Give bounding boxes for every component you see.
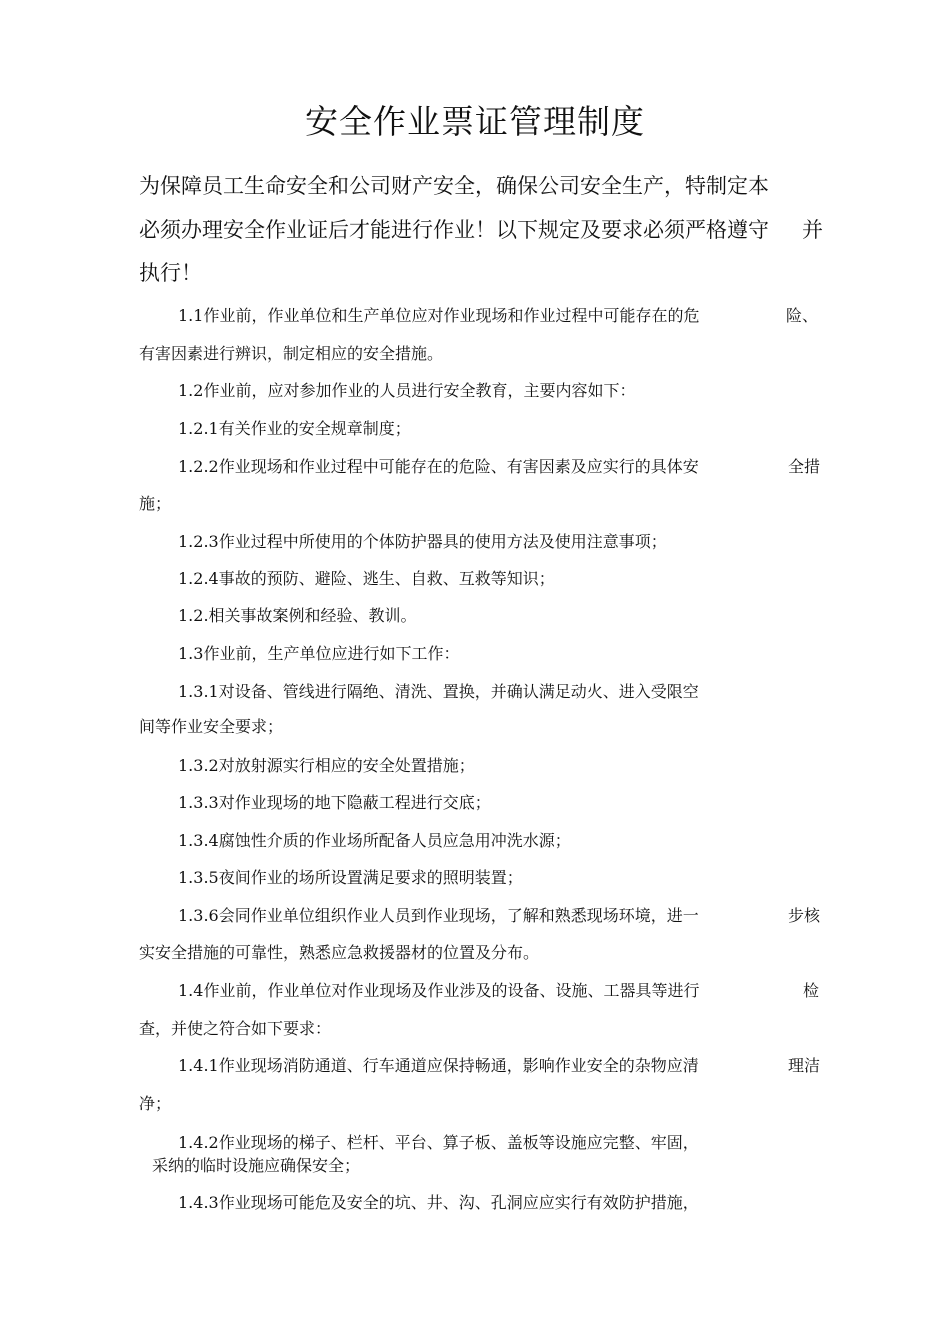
clause-1-4-3: 1.4.3作业现场可能危及安全的坑、井、沟、孔洞应应实行有效防护措施， xyxy=(178,1193,699,1212)
clause-1-4: 1.4作业前，作业单位对作业现场及作业涉及的设备、设施、工器具等进行 xyxy=(178,981,700,1000)
clause-1-4-end: 检 xyxy=(803,981,820,1000)
clause-1-3-2: 1.3.2对放射源实行相应的安全处置措施； xyxy=(178,756,475,775)
intro-line-1: 为保障员工生命安全和公司财产安全，确保公司安全生产，特制定本 xyxy=(139,174,769,198)
clause-1-2-2-cont: 施； xyxy=(139,494,172,513)
clause-1-4-cont: 查，并使之符合如下要求： xyxy=(139,1019,332,1038)
intro-line-2-end: 并 xyxy=(802,218,823,242)
intro-line-3: 执行！ xyxy=(139,261,202,285)
clause-1-1: 1.1作业前，作业单位和生产单位应对作业现场和作业过程中可能存在的危 xyxy=(178,306,700,325)
clause-1-3-4: 1.3.4腐蚀性介质的作业场所配备人员应急用冲洗水源； xyxy=(178,831,571,850)
intro-line-2: 必须办理安全作业证后才能进行作业！以下规定及要求必须严格遵守 xyxy=(139,218,769,242)
clause-1-2-4: 1.2.4事故的预防、避险、逃生、自救、互救等知识； xyxy=(178,569,555,588)
clause-1-4-1-cont: 净； xyxy=(139,1094,172,1113)
clause-1-2-2: 1.2.2作业现场和作业过程中可能存在的危险、有害因素及应实行的具体安 xyxy=(178,457,699,476)
clause-1-3-3: 1.3.3对作业现场的地下隐蔽工程进行交底； xyxy=(178,793,491,812)
clause-1-2-2-end: 全措 xyxy=(788,457,821,476)
clause-1-3-5: 1.3.5夜间作业的场所设置满足要求的照明装置； xyxy=(178,868,523,887)
clause-1-3-6: 1.3.6会同作业单位组织作业人员到作业现场，了解和熟悉现场环境，进一 xyxy=(178,906,699,925)
clause-1-3-1: 1.3.1对设备、管线进行隔绝、清洗、置换，并确认满足动火、进入受限空 xyxy=(178,682,699,701)
clause-1-3-6-end: 步核 xyxy=(788,906,821,925)
clause-1-4-1: 1.4.1作业现场消防通道、行车通道应保持畅通，影响作业安全的杂物应清 xyxy=(178,1056,699,1075)
clause-1-4-1-end: 理洁 xyxy=(788,1056,821,1075)
page-title: 安全作业票证管理制度 xyxy=(305,102,645,141)
clause-1-3: 1.3作业前，生产单位应进行如下工作： xyxy=(178,644,460,663)
clause-1-2: 1.2作业前，应对参加作业的人员进行安全教育，主要内容如下： xyxy=(178,381,636,400)
clause-1-1-cont: 有害因素进行辨识，制定相应的安全措施。 xyxy=(139,344,444,363)
clause-1-1-end: 险、 xyxy=(786,306,819,325)
clause-1-3-6-cont: 实安全措施的可靠性，熟悉应急救援器材的位置及分布。 xyxy=(139,943,540,962)
clause-1-4-2: 1.4.2作业现场的梯子、栏杆、平台、算子板、盖板等设施应完整、牢固， xyxy=(178,1133,699,1152)
clause-1-2-5: 1.2.相关事故案例和经验、教训。 xyxy=(178,606,417,625)
clause-1-3-1-cont: 间等作业安全要求； xyxy=(139,717,284,736)
clause-1-2-3: 1.2.3作业过程中所使用的个体防护器具的使用方法及使用注意事项； xyxy=(178,532,667,551)
clause-1-2-1: 1.2.1有关作业的安全规章制度； xyxy=(178,419,411,438)
clause-1-4-2-cont: 采纳的临时设施应确保安全； xyxy=(152,1156,361,1175)
